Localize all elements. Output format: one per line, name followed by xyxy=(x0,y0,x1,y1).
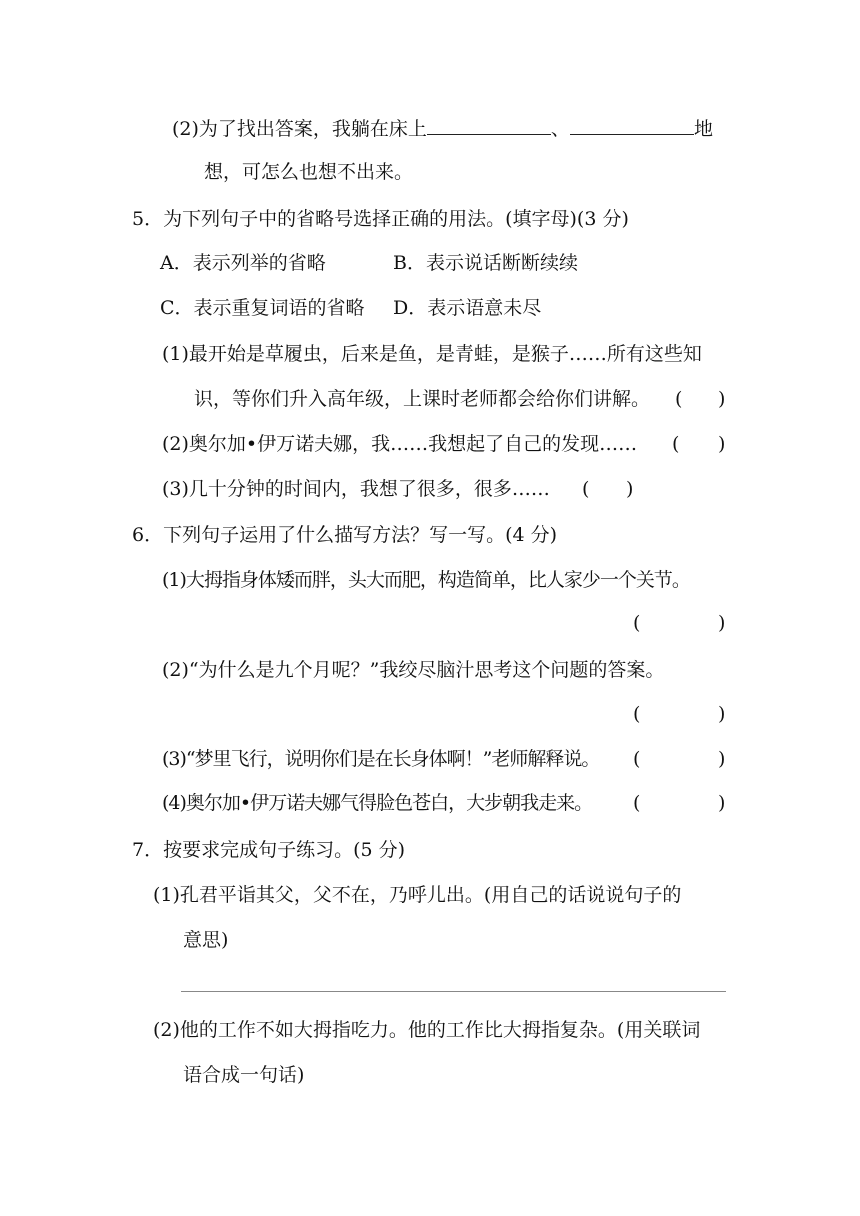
q6-item4-answer-close[interactable]: ) xyxy=(718,792,726,814)
q5-title: 5．为下列句子中的省略号选择正确的用法。(填字母)(3 分) xyxy=(132,208,629,230)
q5-option-c: C．表示重复词语的省略 xyxy=(160,297,365,319)
q4-item2-prefix: (2)为了找出答案，我躺在床上 xyxy=(172,118,427,140)
q6-item1-answer-open[interactable]: ( xyxy=(633,612,641,634)
q6-item3-answer-close[interactable]: ) xyxy=(718,748,726,770)
q5-item2: (2)奥尔加•伊万诺夫娜，我……我想起了自己的发现…… xyxy=(162,433,638,455)
q6-item3-answer-open[interactable]: ( xyxy=(633,748,641,770)
q6-item4-answer-open[interactable]: ( xyxy=(633,792,641,814)
q5-option-d: D．表示语意未尽 xyxy=(393,297,542,319)
q6-item2-answer-close[interactable]: ) xyxy=(718,703,726,725)
q6-title: 6．下列句子运用了什么描写方法？写一写。(4 分) xyxy=(132,524,558,546)
q4-item2-line1 xyxy=(172,116,713,142)
q6-item1-answer-close[interactable]: ) xyxy=(718,612,726,634)
q6-item3: (3)“梦里飞行，说明你们是在长身体啊！”老师解释说。 xyxy=(162,748,600,770)
q6-item4: (4)奥尔加•伊万诺夫娜气得脸色苍白，大步朝我走来。 xyxy=(162,792,593,814)
q7-item1-answer-line[interactable] xyxy=(181,991,726,992)
q5-item3-answer-open[interactable]: ( xyxy=(582,478,590,500)
q5-item3: (3)几十分钟的时间内，我想了很多，很多…… xyxy=(162,478,550,500)
q7-item1-line2: 意思) xyxy=(183,929,229,951)
q5-option-a: A．表示列举的省略 xyxy=(160,252,326,274)
q6-item1: (1)大拇指身体矮而胖，头大而肥，构造简单，比人家少一个关节。 xyxy=(162,569,690,591)
q5-item1-answer-close[interactable]: ) xyxy=(718,388,726,410)
q7-item2-line2: 语合成一句话) xyxy=(183,1064,305,1086)
q5-item1-line2: 识，等你们升入高年级，上课时老师都会给你们讲解。 xyxy=(194,388,651,410)
q5-item2-answer-close[interactable]: ) xyxy=(718,433,726,455)
q5-option-b: B．表示说话断断续续 xyxy=(393,252,578,274)
q4-item2-sep: 、 xyxy=(550,118,570,140)
q4-item2-line2: 想，可怎么也想不出来。 xyxy=(204,161,414,183)
q7-item2-line1: (2)他的工作不如大拇指吃力。他的工作比大拇指复杂。(用关联词 xyxy=(153,1019,701,1041)
answer-blank-1[interactable] xyxy=(427,116,551,135)
q4-item2-end: 地 xyxy=(693,118,713,140)
q5-item1-answer-open[interactable]: ( xyxy=(675,388,683,410)
q6-item2-answer-open[interactable]: ( xyxy=(633,703,641,725)
q6-item2: (2)“为什么是九个月呢？”我绞尽脑汁思考这个问题的答案。 xyxy=(162,659,665,681)
q5-item3-answer-close[interactable]: ) xyxy=(626,478,634,500)
q7-title: 7．按要求完成句子练习。(5 分) xyxy=(132,839,406,861)
q7-item1-line1: (1)孔君平诣其父，父不在，乃呼儿出。(用自己的话说说句子的 xyxy=(153,884,682,906)
q5-item2-answer-open[interactable]: ( xyxy=(672,433,680,455)
q5-item1-line1: (1)最开始是草履虫，后来是鱼，是青蛙，是猴子……所有这些知 xyxy=(162,343,702,365)
answer-blank-2[interactable] xyxy=(570,116,694,135)
